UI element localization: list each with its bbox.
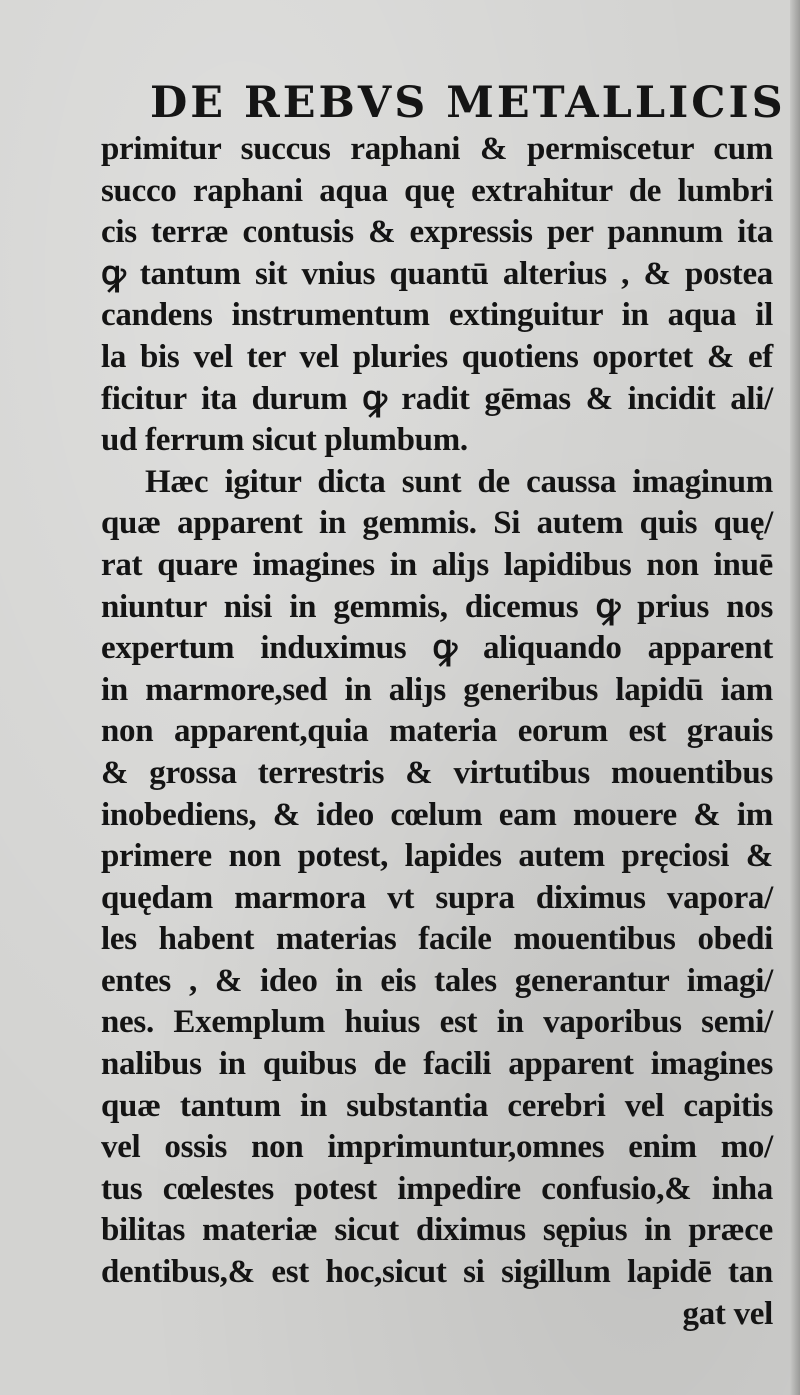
paragraph-start-line: Hæc igitur dicta sunt de caussa imaginum xyxy=(145,463,773,500)
text-line: primitur succus raphani & permiscetur cum xyxy=(101,131,773,167)
text-line: quędam marmora vt supra diximus vapora/ xyxy=(101,879,773,916)
text-line: inobediens, & ideo cœlum eam mouere & im xyxy=(101,796,773,833)
text-line: nalibus in quibus de facili apparent imagines xyxy=(101,1046,773,1083)
text-line: nes. Exemplum huius est in vaporibus semi/ xyxy=(101,1004,773,1041)
page-edge-shadow xyxy=(790,0,800,1395)
text-line: candens instrumentum extinguitur in aqua il xyxy=(101,297,773,334)
text-line: ꝙ tantum sit vnius quantū alterius , & postea xyxy=(101,255,773,292)
text-line: tus cœlestes potest impedire confusio,& inha xyxy=(101,1170,773,1207)
text-line: in marmore,sed in aliȷs generibus lapidū iam xyxy=(101,671,773,708)
text-line: non apparent,quia materia eorum est grauis xyxy=(101,713,773,750)
catchword: gat vel xyxy=(682,1295,773,1332)
text-line: & grossa terrestris & virtutibus mouentibus xyxy=(101,754,773,791)
text-line: primere non potest, lapides autem pręciosi & xyxy=(101,838,773,875)
body-text xyxy=(101,129,773,1335)
text-line: entes , & ideo in eis tales generantur imagi/ xyxy=(101,962,773,999)
running-head: DE REBVS METALLICIS xyxy=(150,78,786,128)
text-line: la bis vel ter vel pluries quotiens oportet & ef xyxy=(101,338,773,375)
text-line: ficitur ita durum ꝙ radit gēmas & incidit ali/ xyxy=(101,380,773,417)
text-line: bilitas materiæ sicut diximus sępius in præce xyxy=(101,1212,773,1249)
text-line: ud ferrum sicut plumbum. xyxy=(101,422,468,459)
text-line: les habent materias facile mouentibus obedi xyxy=(101,921,773,958)
text-line: rat quare imagines in aliȷs lapidibus non inuē xyxy=(101,546,773,583)
text-line: dentibus,& est hoc,sicut si sigillum lapidē tan xyxy=(101,1254,773,1291)
text-line: vel ossis non imprimuntur,omnes enim mo/ xyxy=(101,1129,773,1166)
text-line: succo raphani aqua quę extrahitur de lumbri xyxy=(101,172,773,209)
text-line: expertum induximus ꝙ aliquando apparent xyxy=(101,630,773,667)
text-line: quæ tantum in substantia cerebri vel capitis xyxy=(101,1087,773,1124)
text-line: quæ apparent in gemmis. Si autem quis quę/ xyxy=(101,505,773,542)
text-line: niuntur nisi in gemmis, dicemus ꝙ prius nos xyxy=(101,588,773,625)
text-line: cis terræ contusis & expressis per pannum ita xyxy=(101,214,773,251)
